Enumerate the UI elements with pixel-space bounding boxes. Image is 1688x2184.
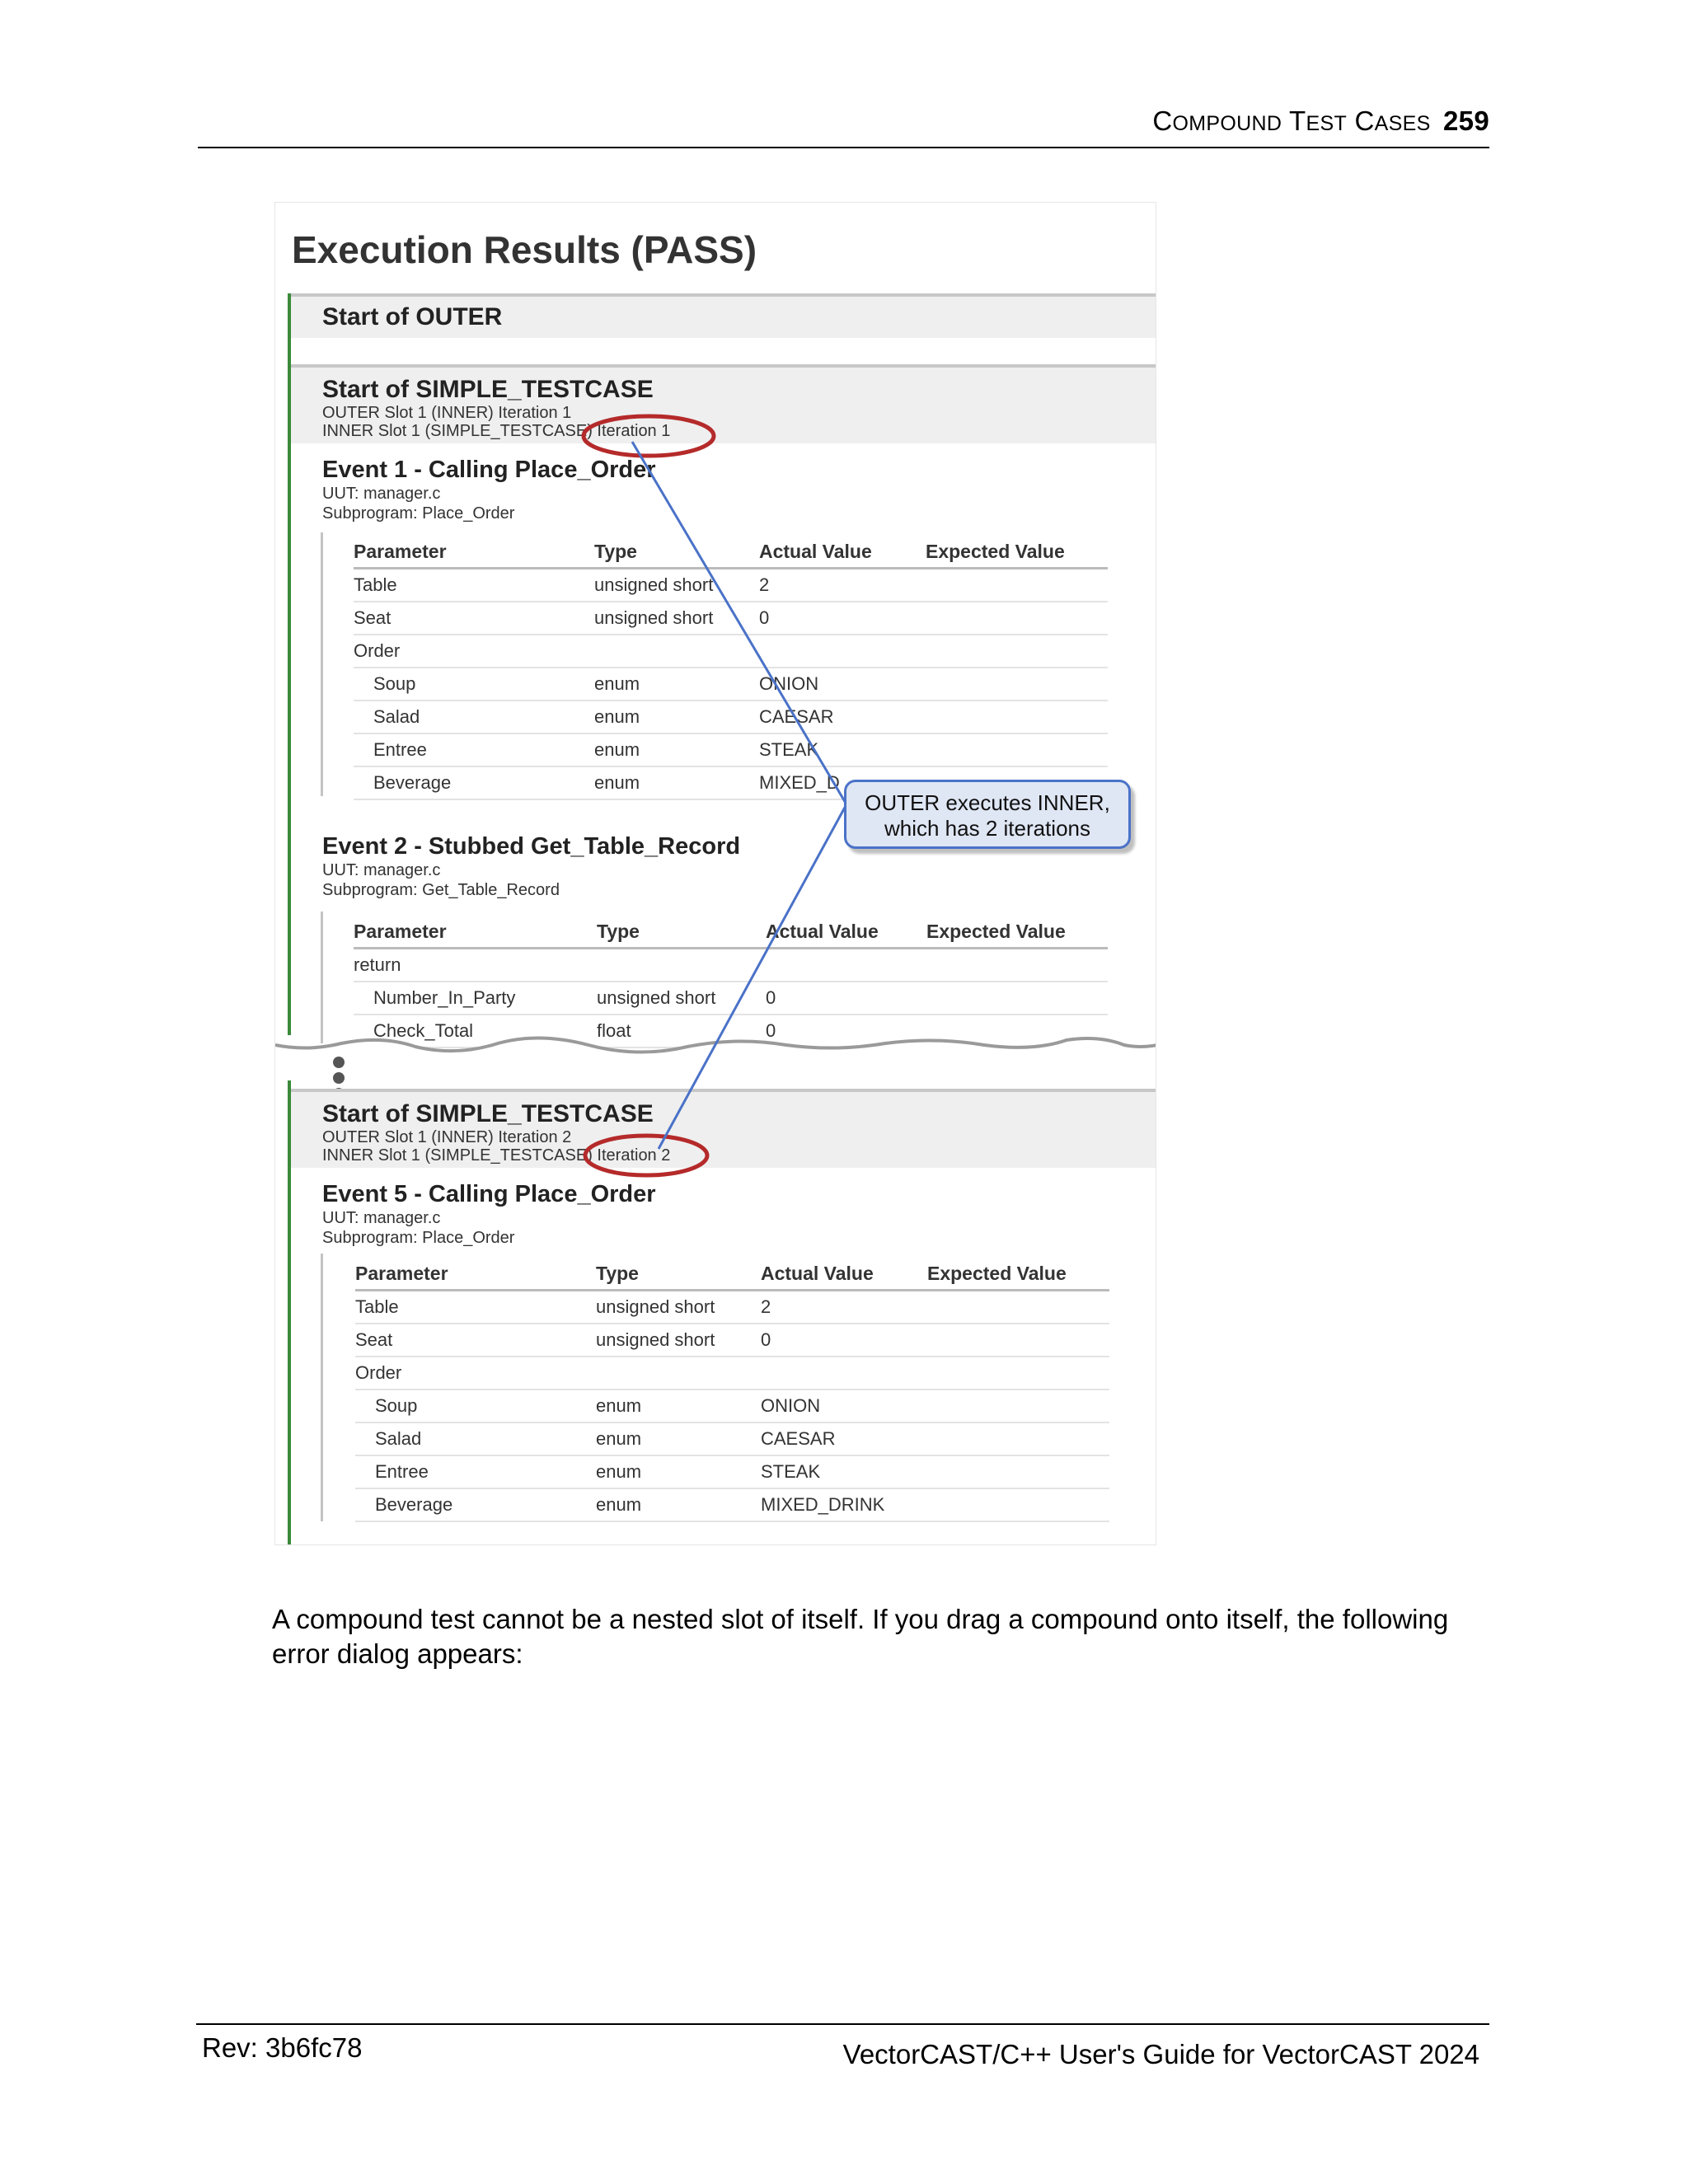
column-header: Expected Value (926, 916, 1108, 949)
cell-param: Check_Total (354, 1015, 597, 1047)
cell-param: Number_In_Party (354, 982, 597, 1015)
footer-rule (196, 2023, 1489, 2025)
cell-type: unsigned short (594, 569, 759, 602)
header-word-2: EST (1306, 112, 1348, 135)
callout-line-1: OUTER executes INNER, (865, 790, 1110, 815)
cell-param: Entree (354, 733, 594, 766)
column-header: Parameter (354, 916, 597, 949)
cell-param: Order (355, 1357, 596, 1390)
cell-actual: CAESAR (761, 1422, 927, 1455)
column-header: Type (597, 916, 766, 949)
cell-param: Table (354, 569, 594, 602)
iteration-1-title: Start of SIMPLE_TESTCASE (322, 376, 654, 403)
cell-actual: ONION (759, 668, 926, 701)
cell-type: enum (596, 1455, 761, 1488)
event-1-uut: UUT: manager.c (322, 485, 441, 503)
cell-param: Entree (355, 1455, 596, 1488)
column-header: Parameter (355, 1258, 596, 1291)
column-header: Expected Value (926, 537, 1108, 569)
event-2-subprogram: Subprogram: Get_Table_Record (322, 881, 560, 899)
execution-results-screenshot (274, 202, 1156, 1545)
cell-type: enum (594, 766, 759, 799)
event-5-uut: UUT: manager.c (322, 1209, 441, 1227)
cell-type: unsigned short (596, 1324, 761, 1357)
cell-param: Seat (354, 602, 594, 635)
cell-actual: 0 (766, 982, 926, 1015)
cell-param: Salad (354, 701, 594, 733)
callout-box (844, 780, 1131, 849)
iteration-2-highlight (585, 1136, 707, 1175)
cell-type: unsigned short (597, 982, 766, 1015)
event-1-subprogram: Subprogram: Place_Order (322, 504, 515, 523)
cell-type: enum (594, 701, 759, 733)
results-title: Execution Results (PASS) (292, 228, 757, 271)
column-header: Type (594, 537, 759, 569)
outer-start-title: Start of OUTER (322, 303, 503, 330)
event-2-title: Event 2 - Stubbed Get_Table_Record (322, 833, 741, 860)
cell-type: enum (596, 1422, 761, 1455)
header-word-1: OMPOUND (1172, 112, 1282, 135)
column-header: Actual Value (759, 537, 926, 569)
cell-type: enum (596, 1488, 761, 1521)
iteration-1-inner-line: INNER Slot 1 (SIMPLE_TESTCASE) Iteration 1 (322, 422, 671, 440)
cell-param: Beverage (355, 1488, 596, 1521)
event-5-subprogram: Subprogram: Place_Order (322, 1229, 515, 1247)
cell-actual: 0 (766, 1015, 926, 1047)
cell-type: enum (594, 668, 759, 701)
annotation-overlay (275, 203, 1156, 1545)
column-header: Parameter (354, 537, 594, 569)
iteration-2-outer-line: OUTER Slot 1 (INNER) Iteration 2 (322, 1128, 572, 1146)
cell-actual: MIXED_DRINK (761, 1488, 927, 1521)
cell-actual: STEAK (759, 733, 926, 766)
cell-param: Soup (354, 668, 594, 701)
page-number: 259 (1443, 105, 1489, 136)
cell-actual: 2 (761, 1291, 927, 1324)
body-paragraph: A compound test cannot be a nested slot of itself. If you drag a compound onto itself, the following error dialog appears: (272, 1604, 1449, 1669)
cell-actual: STEAK (761, 1455, 927, 1488)
cell-type: float (597, 1015, 766, 1047)
cell-type: unsigned short (596, 1291, 761, 1324)
header-rule (198, 147, 1489, 148)
cell-actual: MIXED_D (759, 766, 926, 799)
callout-line-2: which has 2 iterations (884, 816, 1091, 841)
cell-param: Salad (355, 1422, 596, 1455)
event-1-title: Event 1 - Calling Place_Order (322, 457, 656, 483)
cell-type: unsigned short (594, 602, 759, 635)
connector-line-1 (632, 442, 846, 804)
cell-param: Order (354, 635, 594, 668)
column-header: Type (596, 1258, 761, 1291)
header-cap-3: C (1354, 105, 1375, 136)
cell-param: Seat (355, 1324, 596, 1357)
connector-line-2 (659, 804, 846, 1149)
cell-actual: 0 (761, 1324, 927, 1357)
iteration-2-title: Start of SIMPLE_TESTCASE (322, 1100, 654, 1127)
cell-type: enum (596, 1390, 761, 1422)
event-2-uut: UUT: manager.c (322, 861, 441, 879)
cell-param: return (354, 949, 597, 982)
cell-type: enum (594, 733, 759, 766)
cell-actual: 2 (759, 569, 926, 602)
cell-actual: CAESAR (759, 701, 926, 733)
column-header: Actual Value (761, 1258, 927, 1291)
header-cap-1: C (1152, 105, 1173, 136)
cell-actual: 0 (759, 602, 926, 635)
footer-revision: Rev: 3b6fc78 (202, 2032, 363, 2063)
iteration-2-inner-line: INNER Slot 1 (SIMPLE_TESTCASE) Iteration 2 (322, 1146, 671, 1165)
event-5-title: Event 5 - Calling Place_Order (322, 1181, 656, 1207)
column-header: Actual Value (766, 916, 926, 949)
iteration-1-highlight (584, 416, 714, 456)
header-word-3: ASES (1374, 112, 1431, 135)
header-cap-2: T (1289, 105, 1306, 136)
cell-actual: ONION (761, 1390, 927, 1422)
iteration-1-outer-line: OUTER Slot 1 (INNER) Iteration 1 (322, 404, 572, 422)
footer-guide-title: VectorCAST/C++ User's Guide for VectorCAST 2024 (842, 2039, 1479, 2069)
cell-param: Soup (355, 1390, 596, 1422)
running-header (198, 105, 1489, 137)
cell-param: Beverage (354, 766, 594, 799)
column-header: Expected Value (927, 1258, 1109, 1291)
cell-param: Table (355, 1291, 596, 1324)
